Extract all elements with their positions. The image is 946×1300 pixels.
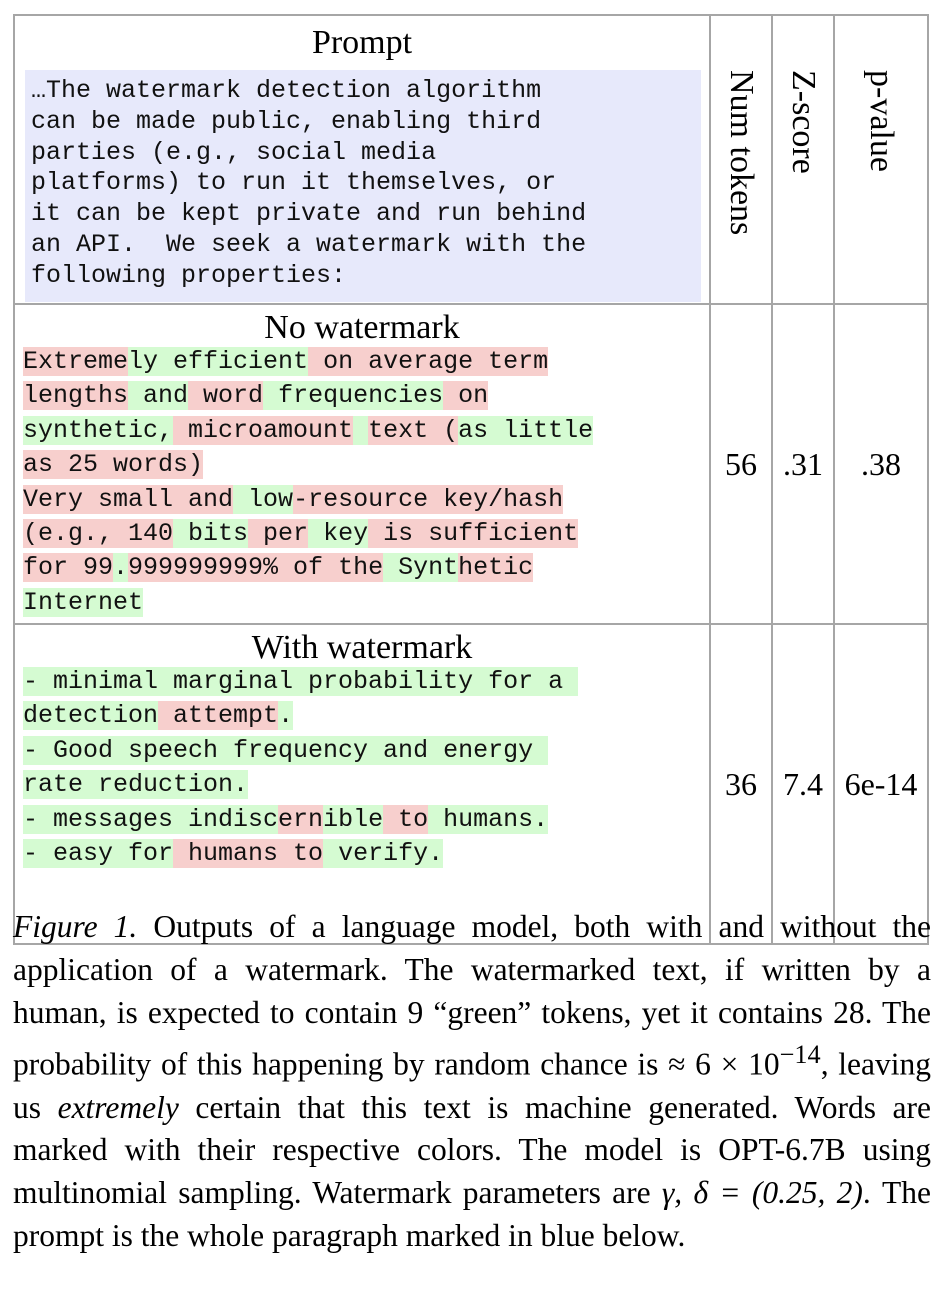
green-token: humans. <box>428 804 549 834</box>
num-tokens-header-cell <box>710 15 772 304</box>
green-token: synthetic, <box>23 415 174 445</box>
red-token: hetic <box>458 553 534 583</box>
caption-text-2: , leaving us <box>13 1046 932 1125</box>
red-token: per <box>248 519 309 549</box>
red-token: 999999999% of the <box>128 553 384 583</box>
caption-exponent: −14 <box>779 1040 821 1070</box>
red-token: as 25 words) Very small and <box>23 450 234 514</box>
p-value-header-cell <box>834 15 928 304</box>
no-watermark-p-value: .38 <box>834 304 928 624</box>
green-token: and <box>128 381 189 411</box>
prompt-heading: Prompt <box>311 24 413 61</box>
red-token: humans to <box>173 839 324 869</box>
num-tokens-header: Num tokens <box>723 70 760 236</box>
green-token: - Good speech frequency and energy rate reduction. <box>23 736 548 799</box>
no-watermark-num-tokens: 56 <box>710 304 772 624</box>
with-watermark-row <box>14 624 928 944</box>
green-token: - messages indisc <box>23 804 279 834</box>
green-token: verify. <box>323 839 444 869</box>
no-watermark-z-score: .31 <box>772 304 834 624</box>
red-token: microamount <box>173 415 354 445</box>
green-token: ly efficient <box>128 347 309 376</box>
green-token: bits <box>173 519 249 549</box>
green-token: - minimal marginal probability for a detection <box>23 667 578 730</box>
z-score-header: Z-score <box>785 70 822 174</box>
prompt-cell <box>14 15 710 304</box>
caption-text-1: Outputs of a language model, both with and without the application of a watermark. The watermarked text, if written by a human, is expected to contain 9 “green” tokens, yet it contains 28. The probability of this happening by random chance is ≈ 6 × 10 <box>13 909 931 1082</box>
red-token: on average term lengths <box>23 347 549 411</box>
z-score-header-cell <box>772 15 834 304</box>
green-token: . <box>278 701 294 731</box>
no-watermark-heading: No watermark <box>264 309 460 346</box>
with-watermark-z-score: 7.4 <box>772 624 834 944</box>
green-token: as little <box>458 415 594 445</box>
caption-params: γ, δ = (0.25, 2) <box>661 1175 863 1211</box>
red-token: attempt <box>158 701 279 731</box>
figure-caption <box>13 906 931 1258</box>
no-watermark-cell <box>14 304 710 624</box>
red-token: is sufficient for 99 <box>23 519 579 583</box>
caption-text-4: . The prompt is the whole paragraph marked in blue below. <box>13 1175 931 1254</box>
green-token: frequencies <box>263 381 444 411</box>
with-watermark-text <box>23 665 709 871</box>
red-token: Extreme <box>23 347 129 376</box>
green-token: Synt <box>383 553 459 583</box>
green-token <box>353 416 368 445</box>
green-token: - easy for <box>23 839 174 869</box>
red-token: text ( <box>368 415 459 445</box>
red-token: ern <box>278 804 324 834</box>
header-row <box>14 15 928 304</box>
with-watermark-cell <box>14 624 710 944</box>
no-watermark-row <box>14 304 928 624</box>
green-token: ible <box>323 804 384 834</box>
figure-table <box>13 14 929 945</box>
green-token: key <box>308 519 369 549</box>
with-watermark-heading: With watermark <box>251 629 473 666</box>
caption-label: Figure 1. <box>13 909 138 944</box>
green-token: low <box>233 484 294 514</box>
with-watermark-p-value: 6e-14 <box>834 624 928 944</box>
red-token: on <box>443 381 489 411</box>
p-value-header: p-value <box>863 70 900 172</box>
red-token: -resource key/hash (e.g., 140 <box>23 484 564 549</box>
red-token: word <box>188 381 264 411</box>
with-watermark-num-tokens: 36 <box>710 624 772 944</box>
green-token: Internet <box>23 587 144 617</box>
no-watermark-text <box>23 345 709 620</box>
prompt-text: …The watermark detection algorithm can be made public, enabling third parties (e.g., social media platforms) to run it themselves, or it can be kept private and run behind an API. We seek a watermark with the following properties: <box>25 70 701 302</box>
caption-emphasis: extremely <box>57 1089 179 1125</box>
caption-text-3: certain that this text is machine generated. Words are marked with their respective colors. The model is OPT-6.7B using multinomial sampling. Watermark parameters are <box>13 1089 931 1211</box>
red-token: to <box>383 804 429 834</box>
green-token: . <box>113 553 129 583</box>
